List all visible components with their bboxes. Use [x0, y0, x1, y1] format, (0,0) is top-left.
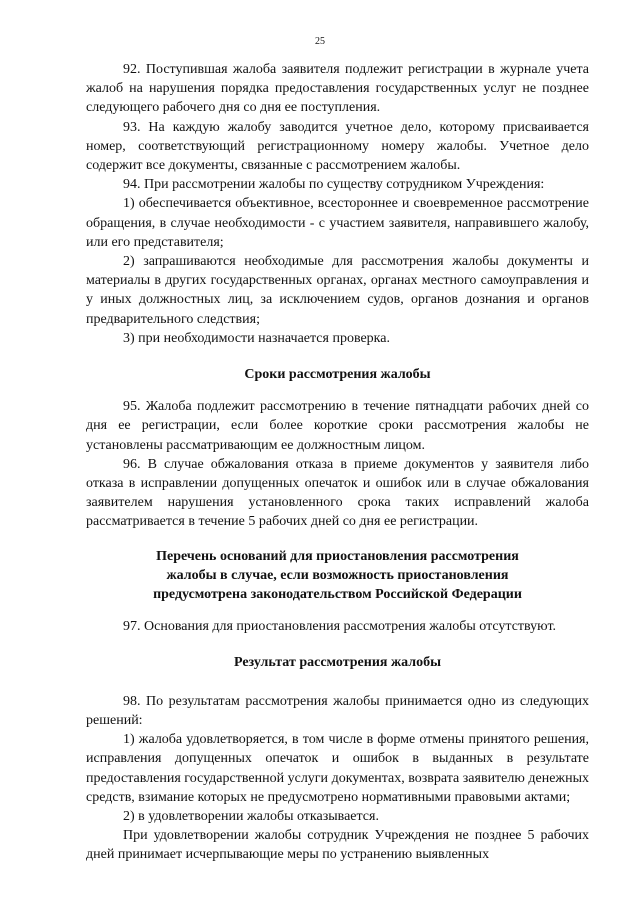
section-heading-perechen: [86, 547, 589, 605]
heading-line: жалобы в случае, если возможность приостановления: [166, 567, 509, 583]
paragraph-94-item-3: 3) при необходимости назначается проверка.: [123, 330, 390, 346]
paragraph-94-item-1: 1) обеспечивается объективное, всестороннее и своевременное рассмотрение обращения, в случае необходимости - с участием заявителя, направившего жалобу, или его представителя;: [86, 196, 589, 250]
document-body: [86, 60, 589, 865]
paragraph-94-item-2: 2) запрашиваются необходимые для рассмотрения жалобы документы и материалы в других государственных органах, органах местного самоуправления и у иных должностных лиц, за исключением судов, органов дознания и органов предварительного следствия;: [86, 254, 589, 327]
paragraph-97: 97. Основания для приостановления рассмотрения жалобы отсутствуют.: [123, 619, 557, 635]
paragraph-98-item-1: 1) жалоба удовлетворяется, в том числе в форме отмены принятого решения, исправления допущенных опечаток и ошибок в выданных в результате предоставления государственной услуги документах, возврата заявителю денежных средств, взимание которых не предусмотрено нормативными правовыми актами;: [86, 732, 589, 805]
section-heading-result: Результат рассмотрения жалобы: [233, 655, 442, 671]
page-number: 25: [315, 36, 325, 47]
paragraph-98: 98. По результатам рассмотрения жалобы принимается одно из следующих решений:: [86, 693, 589, 728]
paragraph-96: 96. В случае обжалования отказа в приеме документов у заявителя либо отказа в исправлении допущенных опечаток и ошибок или в случае обжалования заявителем нарушения установленного срока таких исправлений жалоба рассматривается в течение 5 рабочих дней со дня ее регистрации.: [86, 456, 589, 530]
paragraph-98-item-2: 2) в удовлетворении жалобы отказывается.: [123, 808, 379, 824]
section-heading-srok: Сроки рассмотрения жалобы: [244, 367, 431, 383]
heading-line: Перечень оснований для приостановления рассмотрения: [156, 548, 519, 564]
paragraph-93: 93. На каждую жалобу заводится учетное дело, которому присваивается номер, соответствующий регистрационному номеру жалобы. Учетное дело содержит все документы, связанные с рассмотрением жалобы.: [86, 119, 589, 174]
paragraph-94: 94. При рассмотрении жалобы по существу сотрудником Учреждения:: [123, 177, 545, 193]
heading-line: предусмотрена законодательством Российской Федерации: [153, 587, 522, 603]
paragraph-92: 92. Поступившая жалоба заявителя подлежит регистрации в журнале учета жалоб на нарушения порядка предоставления государственных услуг не позднее следующего рабочего дня со дня ее поступления.: [86, 62, 589, 116]
paragraph-95: 95. Жалоба подлежит рассмотрению в течение пятнадцати рабочих дней со дня ее регистрации, если более короткие сроки рассмотрения жалобы не установлены рассматривающим ее должностным лицом.: [86, 399, 589, 453]
paragraph-99: При удовлетворении жалобы сотрудник Учреждения не позднее 5 рабочих дней принимает исчерпывающие меры по устранению выявленных: [86, 828, 589, 863]
